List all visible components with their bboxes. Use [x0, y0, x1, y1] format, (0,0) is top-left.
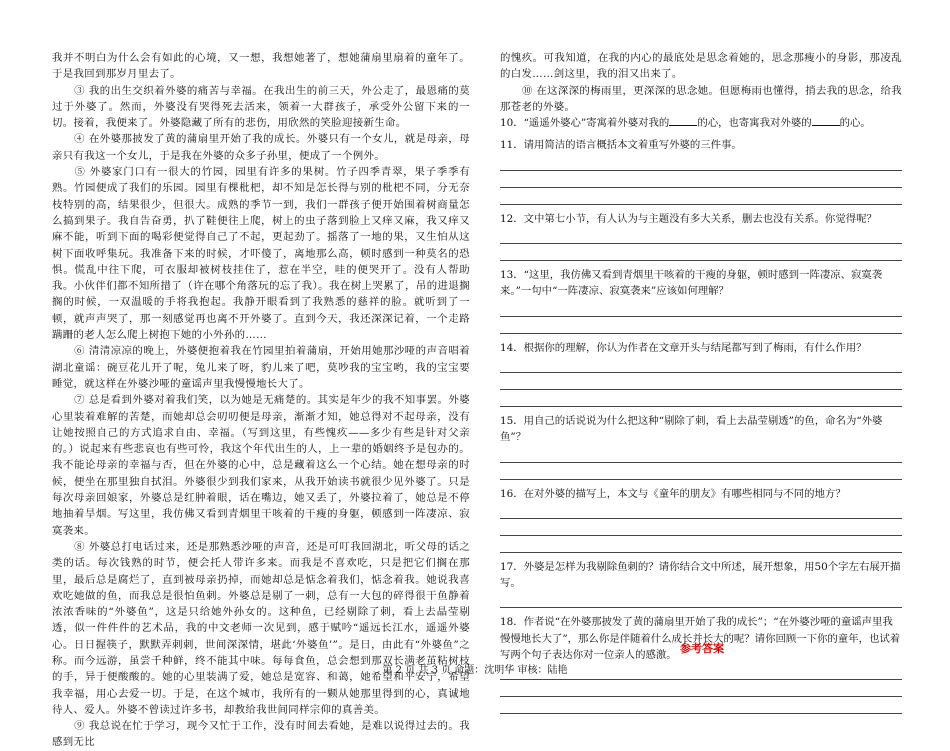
article-paragraph: ⑥ 清清凉凉的晚上，外婆便抱着我在竹园里拍着蒲扇，开始用她那沙哑的声音唱着湖北童谣：碗豆花儿开了呢，兔儿来了呀，豹儿来了吧，莫吵我的宝宝哟，我的宝宝要睡觉，就这样在外婆沙哑的童谣声里我慢慢地长大了。 — [52, 345, 470, 390]
answer-line[interactable] — [500, 300, 902, 317]
answer-line[interactable] — [500, 446, 902, 463]
answer-line[interactable] — [500, 591, 902, 608]
answer-line[interactable] — [500, 373, 902, 390]
question-text: 15．用自己的话说说为什么把这种“剔除了刺，看上去晶莹剔透”的鱼，命名为“外婆鱼”？ — [500, 414, 883, 444]
answer-line[interactable] — [500, 227, 902, 244]
question-text: 17．外婆是怎样为我剔除鱼刺的？请你结合文中所述，展开想象，用50个字左右展开描写。 — [500, 560, 901, 590]
article-paragraph: ③ 我的出生交织着外婆的痛苦与幸福。在我出生的前三天，外公走了，最恩痛的莫过于外婆了。然而，外婆没有哭得死去活来，领着一大群孩子，承受外公留下来的一切。接着，我便来了。外婆隐藏了所有的悲伤，用欣然的笑脸迎接新生命。 — [52, 84, 470, 130]
article-paragraph: ④ 在外婆那披发了黄的蒲扇里开始了我的成长。外婆只有一个女儿，就是母亲，母亲只有我这一个女儿，于是我在外婆的众多子孙里，便成了一个例外。 — [52, 133, 470, 162]
article-paragraph: 我并不明白为什么会有如此的心境，又一想，我想她著了，想她蒲扇里扇着的童年了。于是我回到那岁月里去了。 — [52, 52, 470, 81]
answer-line[interactable] — [500, 244, 902, 261]
article-paragraph: ⑧ 外婆总打电话过来，还是那熟悉沙哑的声音，还是可叮我回湖北，听父母的话之类的话。每次钱熟的时节，便会托人带许多来。而我是不喜欢吃，只是把它们搁在那里，最后总是腐烂了，直到被母亲扔掉，而她却总是惦念着我们，惦念着我。她说我喜欢吃她做的鱼，而我总是很怕鱼刺。外婆总是剔了一刺，总有一大包的碎得很干鱼静着浓浓香味的“外婆鱼”，这是只给她外孙女的。这种鱼，已经剔除了刺，看上去晶莹剔透，似一件件件的艺术品，我的中文老师一次见到，感于赋吟“遥远长江水，遥遥外婆心。日日握筷子，默默弄刺刺，世间深深情，堪此‘外婆鱼’”。是日，由此有“外婆鱼”之称。而今远游，虽尝千种鲜，终不能其中味。每每食鱼，总会想到那双长满老茧粘树枝的手，异于便酸酸的。她的心里装满了爱，她总是宽容、和蔼，她希望和平安宁，希望我幸福，用心去爱一切。于是，在这个城市，我所有的一颗从她那里得到的心，真诚地待人、爱人。外婆不曾读过许多书，却教给我世间同样宗仰的真善美。 — [52, 540, 470, 716]
answer-line[interactable] — [500, 680, 902, 697]
fill-in-blank[interactable] — [812, 115, 840, 126]
answer-line[interactable] — [500, 356, 902, 373]
question-text: 18．作者说“在外婆那披发了黄的蒲扇里开始了我的成长”；“在外婆沙哑的童谣声里我慢慢地长大了”，那么你是伴随着什么成长并长大的呢？请你回顾一下你的童年，也试着写两个句子表达你对一位亲人的感激。 — [500, 616, 901, 662]
article-paragraph: ⑨ 我总说在忙于学习，现今又忙于工作，没有时间去看她，是难以说得过去的。我感到无比 — [52, 720, 470, 749]
answer-line[interactable] — [500, 154, 902, 171]
answer-line[interactable] — [500, 317, 902, 334]
question-text: 16．在对外婆的描写上，本文与《童年的朋友》有哪些相同与不同的地方？ — [500, 487, 846, 500]
question-q11 — [500, 137, 902, 210]
article-paragraph: ⑦ 总是看到外婆对着我们笑，以为她是无痛楚的。其实是年少的我不知事罢。外婆心里装着难解的苦楚，而她却总会叨叨便是母亲，渐渐才知，她总得对不起母亲，没有让她按照自己的方式追求自由、幸福。（写到这里，有些愧疚——多少有些是针对父亲的。）说起来有些悲哀也有些可怜，我这个年代出生的人，上一辈的婚姻终予是包办的。我不能论母亲的幸福与否，但在外婆的心中，总是藏着这么一个心结。她在想母亲的时候，便坐在那里独自拭泪。外婆很少到我们家来，从我开始读书就很少见外婆了。只是每次母亲回娘家，外婆总是红肿着眼，话在嘴边，她又丢了，外婆拉着了，她总是不停地抽着旱烟。写这里，我仿佛又看到青烟里干咳着的干瘦的身躯，顿感到一阵凄凉、寂寞袭来。 — [52, 394, 470, 537]
question-q15 — [500, 413, 902, 486]
left-column — [52, 50, 470, 751]
question-q12 — [500, 211, 902, 267]
answer-line[interactable] — [500, 519, 902, 536]
question-text: 14．根据你的理解，你认为作者在文章开头与结尾都写到了梅雨，有什么作用？ — [500, 341, 867, 354]
answer-line[interactable] — [500, 463, 902, 480]
fill-in-blank[interactable] — [669, 115, 697, 126]
question-q17 — [500, 559, 902, 615]
answer-line[interactable] — [500, 188, 902, 205]
answer-line[interactable] — [500, 390, 902, 407]
article-paragraph: ⑩ 在这深深的梅雨里，更深深的思念她。但愿梅雨也懂得，捎去我的思念，给我那苍老的外婆。 — [500, 84, 902, 113]
answer-line[interactable] — [500, 171, 902, 188]
answer-line[interactable] — [500, 536, 902, 553]
question-q10 — [500, 115, 902, 137]
article-paragraph: 的愧疚。可我知道，在我的内心的最底处是思念着她的，思念那瘦小的身影，那凌乱的白发……剑这里，我的泪又出来了。 — [500, 52, 902, 81]
question-text: 13．“这里，我仿佛又看到青烟里干咳着的干瘦的身躯，顿时感到一阵凄凉、寂寞袭来。”一句中“一阵凄凉、寂寞袭来”应该如何理解？ — [500, 269, 883, 298]
answer-line[interactable] — [500, 502, 902, 519]
page-footer: 第 2 页 共 3 页 命题：沈明华 审核：陆艳 — [382, 665, 568, 676]
question-q13 — [500, 267, 902, 340]
question-text: 12．文中第七小节，有人认为与主题没有多大关系，删去也没有关系。你觉得呢？ — [500, 212, 877, 225]
question-text: 11．请用简洁的语言概括本文着重写外婆的三件事。 — [500, 139, 742, 152]
answer-line[interactable] — [500, 697, 902, 714]
answer-key-heading: 参考答案 — [680, 642, 724, 655]
article-paragraph: ⑤ 外婆家门口有一很大的竹园，园里有许多的果树。竹子四季青翠，果子季季有熟。竹园便成了我们的乐园。园里有棵枇杷，却不知是怎长得与别的枇杷不同，分无奈枝特别的高，结果很少，但很大。成熟的季节一到，我们一群孩子便开始围着树商量怎么搞到果子。我自告奋勇，扒了鞋便往上爬，树上的虫子落到脸上又痒又麻，我又痒又麻不能，听到下面的喝彩便觉得自己了不起，更起劲了。摇落了一地的果，又生怕从这树下面收呼集玩。我准备下来的时候，才吓傻了，离地那么高，顿时感到一种莫名的恐惧。慌乱中往下爬，可衣服却被树枝挂住了，惹在半空，哇的便哭开了。没有人帮助我。小伙伴们都不知所措了（许在哪个角落玩的忘了我）。我在树上哭累了，吊的进退搁搁的时候，一双温暖的手将我抱起。我静开眼看到了我熟悉的慈祥的脸。就听到了一顿，就声声哭了，那一刻感觉再也离不开外婆了。直到今天，我还深深记着，一个走路蹒跚的老人怎么爬上树抱下她的小外孙的…… — [52, 166, 470, 342]
question-text: 10．“遥遥外婆心”寄寓着外婆对我的 的心，也寄寓我对外婆的 的心。 — [500, 117, 871, 130]
question-q14 — [500, 340, 902, 413]
question-q16 — [500, 486, 902, 559]
right-column — [500, 50, 902, 720]
